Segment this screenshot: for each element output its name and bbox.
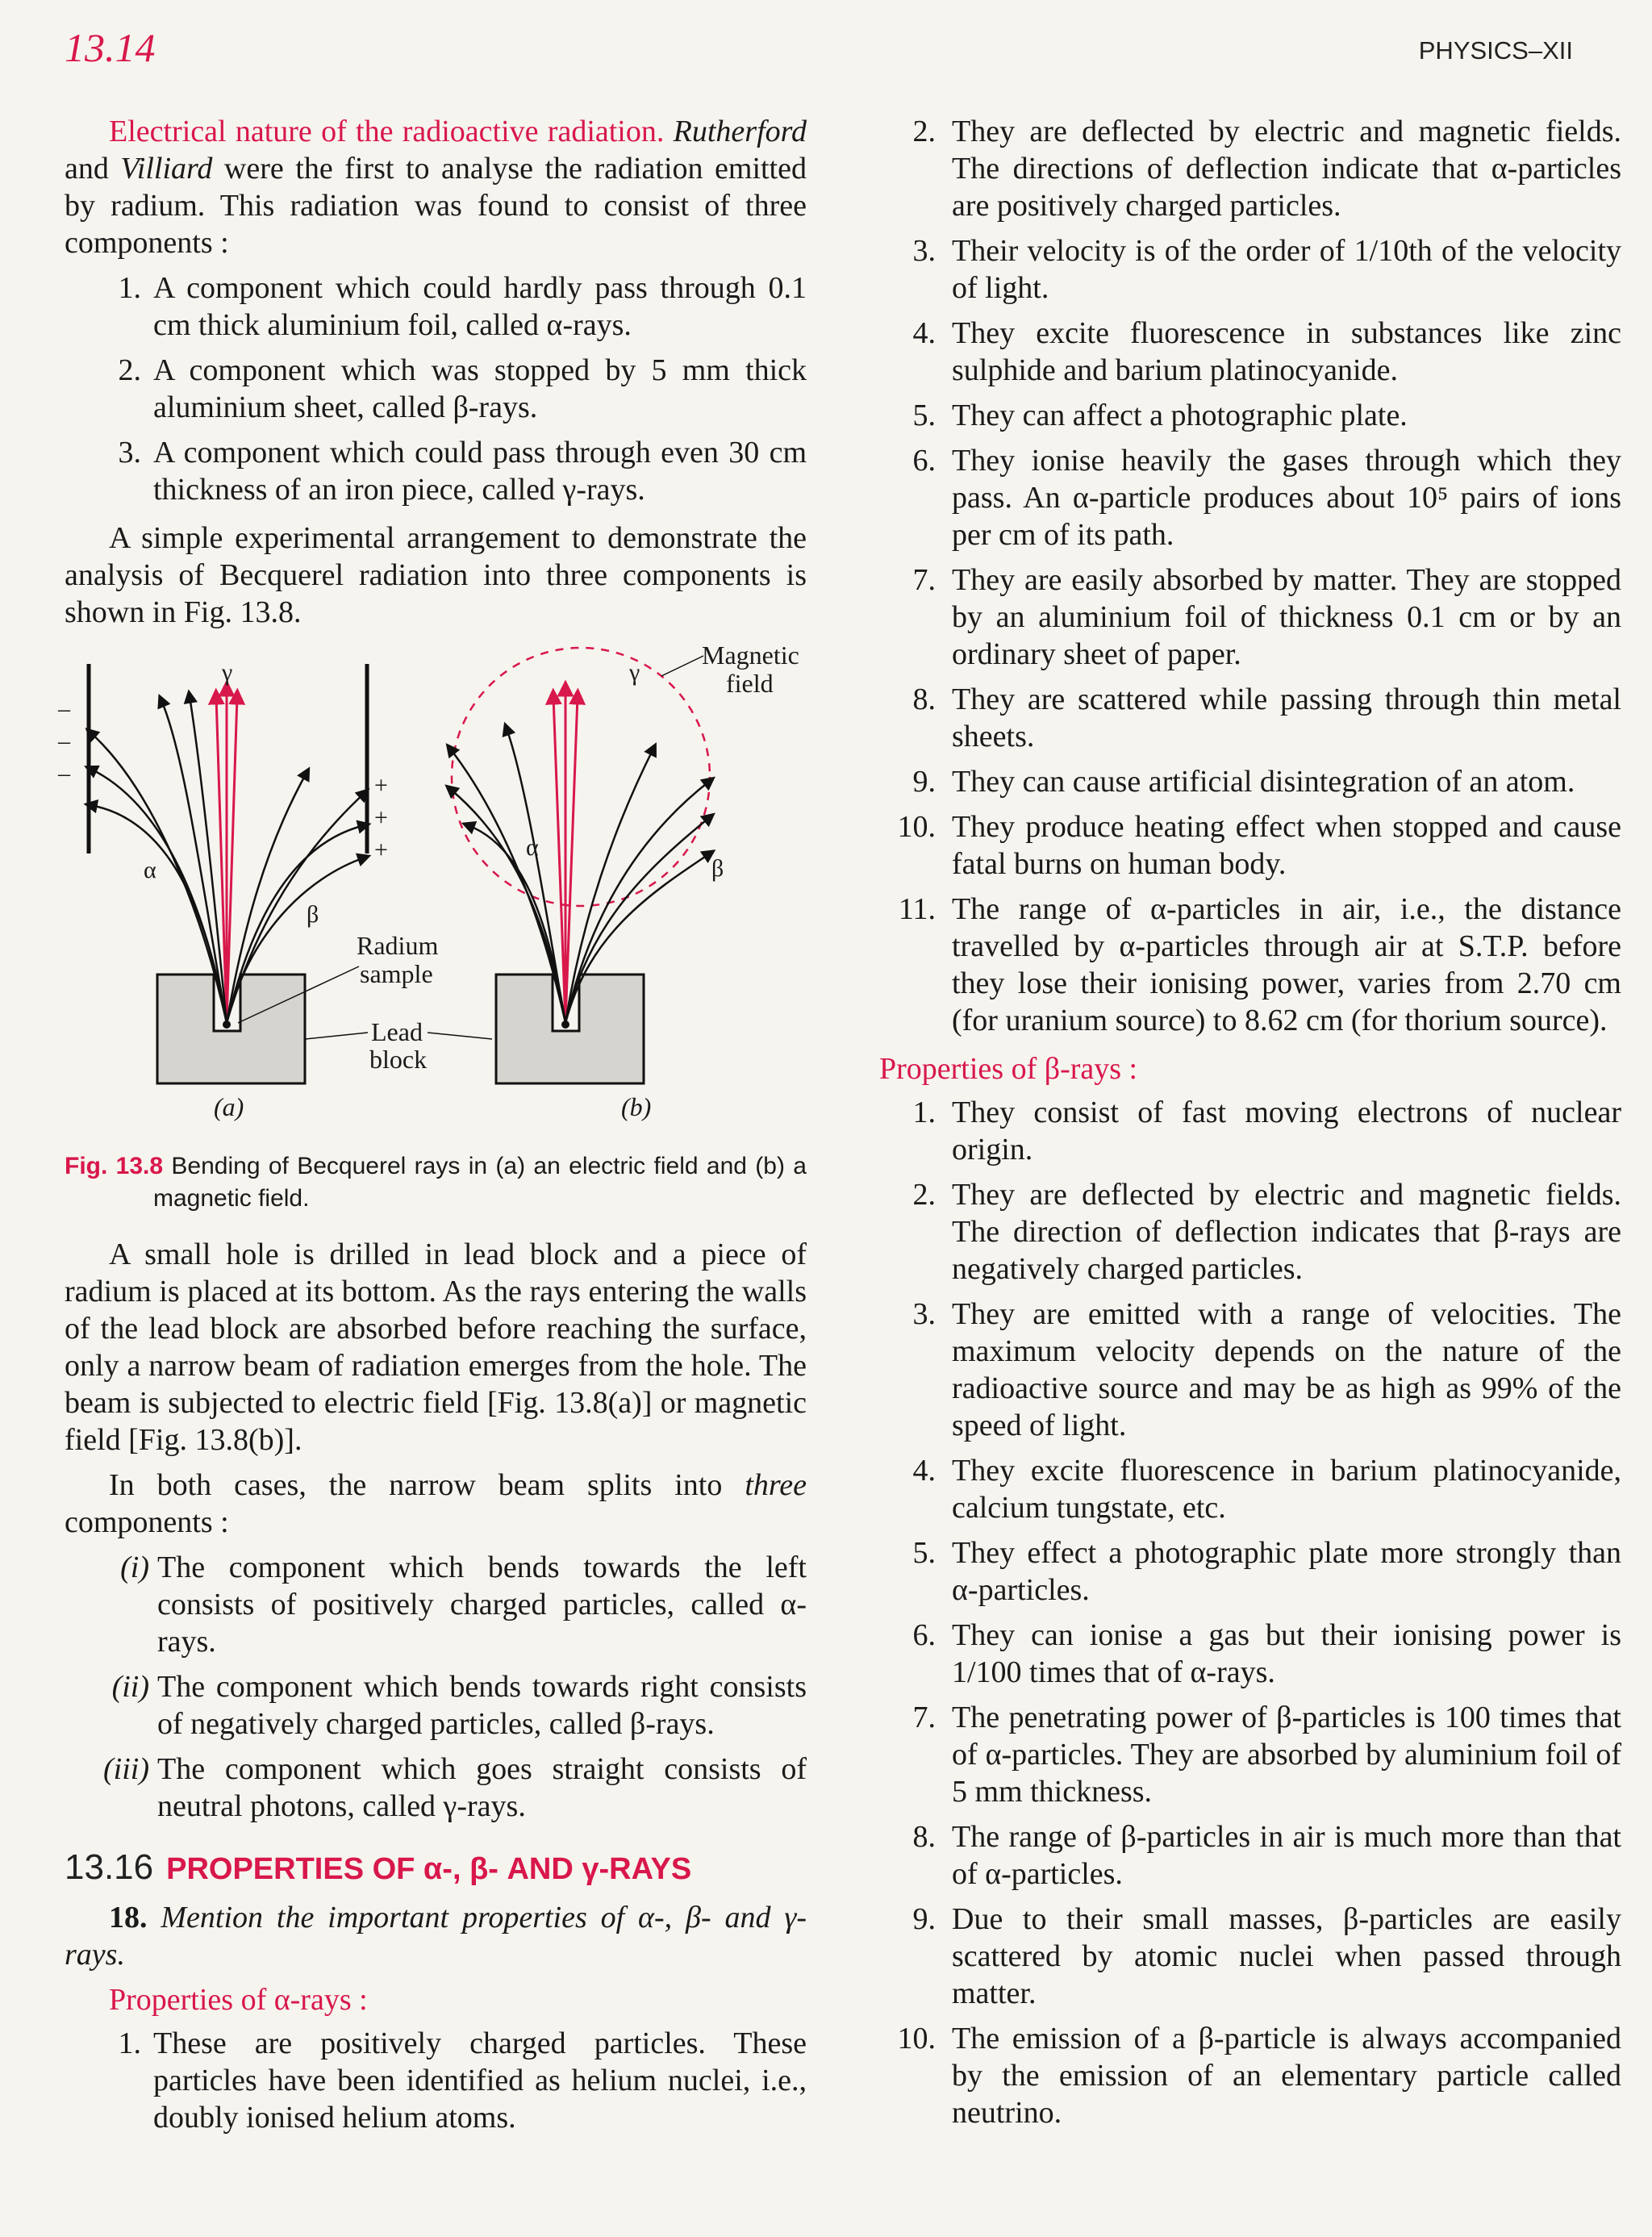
- caption-b: (b): [621, 1092, 652, 1121]
- list-item: [879, 1534, 1621, 1609]
- item-number: 2.: [912, 115, 936, 148]
- lead-label: Lead: [371, 1017, 423, 1046]
- item-text: They are emitted with a range of velocities. The maximum velocity depends on the nature of the radioactive source and may be as high as 99% of the speed of light.: [952, 1297, 1621, 1442]
- item-number: 7.: [912, 563, 936, 597]
- right-column: [879, 113, 1621, 2143]
- item-text: A component which could pass through even 30 cm thickness of an iron piece, called γ-rays.: [153, 436, 807, 507]
- item-number: 10.: [897, 2022, 936, 2055]
- simple-arrangement-paragraph: A simple experimental arrangement to demonstrate the analysis of Becquerel radiation into three components is shown in Fig. 13.8.: [65, 521, 807, 629]
- question-number: 18.: [109, 1901, 148, 1934]
- list-item: [879, 808, 1621, 883]
- alpha-label: α: [144, 857, 156, 883]
- intro-paragraph: [65, 113, 807, 261]
- intro-text: were the first to analyse the radiation emitted by radium. This radiation was found to consist of three components :: [65, 152, 807, 260]
- splits-list: [65, 1549, 807, 1825]
- item-text: They ionise heavily the gases through which they pass. An α-particle produces about 10⁵ pairs of ions per cm of its path.: [952, 444, 1621, 552]
- list-item: [879, 763, 1621, 800]
- gamma-label: γ: [222, 659, 233, 686]
- alpha-properties-list: [879, 113, 1621, 1039]
- item-number: 9.: [912, 1902, 936, 1936]
- question: [65, 1899, 807, 1973]
- magnetic-field-diagram: [450, 641, 799, 1121]
- list-item: [879, 1296, 1621, 1444]
- item-text: They can affect a photographic plate.: [952, 399, 1408, 432]
- list-item: [879, 1176, 1621, 1288]
- item-text: They produce heating effect when stopped and cause fatal burns on human body.: [952, 810, 1621, 881]
- item-text: The range of α-particles in air, i.e., the distance travelled by α-particles through air at S.T.P. before they lose their ionising power, varies from 2.70 cm (for uranium source) to 8.62 cm (for thorium source).: [952, 892, 1621, 1037]
- plus-sign: +: [374, 837, 388, 863]
- item-text: Due to their small masses, β-particles are easily scattered by atomic nuclei when passed through matter.: [952, 1902, 1621, 2010]
- left-column: [58, 113, 807, 2147]
- both-cases-text: In both cases, the narrow beam splits into: [109, 1468, 745, 1502]
- radium-label: Radium: [357, 931, 439, 960]
- minus-sign: –: [58, 695, 70, 722]
- item-number: (ii): [111, 1670, 149, 1704]
- list-item: [65, 1549, 807, 1660]
- list-item: [879, 1617, 1621, 1691]
- item-text: They are scattered while passing through thin metal sheets.: [952, 682, 1621, 753]
- list-item: [879, 397, 1621, 434]
- magnetic-field-region: [452, 648, 710, 906]
- list-item: [879, 315, 1621, 389]
- beta-properties-list: [879, 1094, 1621, 2131]
- both-cases-three: three: [745, 1468, 807, 1502]
- item-number: 1.: [118, 2026, 141, 2060]
- block-label: block: [369, 1045, 428, 1074]
- magnetic-label: Magnetic: [702, 641, 799, 670]
- beta-label: β: [307, 901, 319, 928]
- alpha-label: α: [526, 834, 539, 861]
- item-text: The component which bends towards the left consists of positively charged particles, called α-rays.: [157, 1550, 807, 1659]
- running-header: PHYSICS–XII: [1418, 36, 1573, 65]
- caption-a: (a): [214, 1092, 244, 1121]
- item-number: 9.: [912, 765, 936, 799]
- item-number: 3.: [118, 436, 141, 470]
- name-villiard: Villiard: [120, 152, 213, 186]
- beta-label: β: [711, 855, 724, 882]
- item-number: 2.: [118, 353, 141, 387]
- electric-field-diagram: [57, 659, 492, 1121]
- section-number: 13.16: [65, 1847, 154, 1887]
- both-cases-paragraph: [65, 1467, 807, 1541]
- figure-13-8: [58, 641, 807, 1136]
- lead-block-a: [157, 975, 305, 1083]
- item-text: The range of β-particles in air is much more than that of α-particles.: [952, 1820, 1621, 1891]
- alpha-properties-heading: Properties of α-rays :: [109, 1983, 368, 2017]
- item-text: They are deflected by electric and magnetic fields. The direction of deflection indicates that β-rays are negatively charged particles.: [952, 1178, 1621, 1286]
- plus-sign: +: [374, 772, 388, 799]
- item-text: Their velocity is of the order of 1/10th of the velocity of light.: [952, 234, 1621, 305]
- item-text: The component which goes straight consists of neutral photons, called γ-rays.: [157, 1752, 807, 1823]
- item-number: 8.: [912, 682, 936, 716]
- list-item: [65, 434, 807, 508]
- figure-caption-label: Fig. 13.8: [65, 1153, 164, 1179]
- list-item: [65, 352, 807, 426]
- item-number: 6.: [912, 1618, 936, 1652]
- item-number: 1.: [118, 271, 141, 305]
- item-text: The component which bends towards right consists of negatively charged particles, called β-rays.: [157, 1670, 807, 1741]
- item-text: A component which was stopped by 5 mm thick aluminium sheet, called β-rays.: [153, 353, 807, 424]
- question-text: Mention the important properties of α-, β- and γ-rays.: [65, 1901, 807, 1972]
- field-label: field: [726, 669, 774, 698]
- figure-caption-text: Bending of Becquerel rays in (a) an electric field and (b) a magnetic field.: [153, 1153, 807, 1212]
- minus-sign: –: [58, 728, 70, 754]
- item-number: 6.: [912, 444, 936, 478]
- list-item: [879, 891, 1621, 1039]
- both-cases-end: components :: [65, 1505, 229, 1539]
- section-title: PROPERTIES OF α-, β- AND γ-RAYS: [166, 1852, 692, 1886]
- item-text: The penetrating power of β-particles is 100 times that of α-particles. They are absorbed by aluminium foil of 5 mm thickness.: [952, 1701, 1621, 1809]
- beta-properties-heading: Properties of β-rays :: [879, 1052, 1138, 1086]
- plus-sign: +: [374, 804, 388, 831]
- item-text: They can cause artificial disintegration of an atom.: [952, 765, 1575, 799]
- item-number: 4.: [912, 1454, 936, 1488]
- magnetic-leader: [661, 656, 703, 676]
- item-text: They effect a photographic plate more strongly than α-particles.: [952, 1536, 1621, 1607]
- list-item: [65, 1751, 807, 1825]
- item-number: 3.: [912, 1297, 936, 1331]
- item-number: 3.: [912, 234, 936, 268]
- item-text: They are easily absorbed by matter. They are stopped by an aluminium foil of thickness 0.1 cm or by an ordinary sheet of paper.: [952, 563, 1621, 671]
- list-item: [879, 1452, 1621, 1526]
- list-item: [879, 113, 1621, 224]
- item-text: They consist of fast moving electrons of nuclear origin.: [952, 1096, 1621, 1166]
- item-text: They can ionise a gas but their ionising power is 1/100 times that of α-rays.: [952, 1618, 1621, 1689]
- lead-block-b: [496, 975, 644, 1083]
- gamma-ray: [565, 696, 578, 1023]
- minus-sign: –: [58, 760, 70, 787]
- item-text: They excite fluorescence in substances like zinc sulphide and barium platinocyanide.: [952, 316, 1621, 387]
- item-number: 1.: [912, 1096, 936, 1129]
- item-number: 4.: [912, 316, 936, 350]
- list-item: [65, 1668, 807, 1742]
- sample-label: sample: [360, 959, 433, 988]
- list-item: [879, 232, 1621, 307]
- item-number: (i): [120, 1550, 149, 1584]
- item-number: 5.: [912, 399, 936, 432]
- list-item: [879, 442, 1621, 553]
- list-item: [879, 1901, 1621, 2012]
- item-text: They are deflected by electric and magnetic fields. The directions of deflection indicate that α-particles are positively charged particles.: [952, 115, 1621, 223]
- section-heading: [65, 1849, 807, 1888]
- alpha-properties-list-start: [65, 2025, 807, 2136]
- item-number: 8.: [912, 1820, 936, 1854]
- item-number: 2.: [912, 1178, 936, 1212]
- item-text: The emission of a β-particle is always accompanied by the emission of an elementary particle called neutrino.: [952, 2022, 1621, 2130]
- page-number: 13.14: [65, 25, 156, 70]
- becquerel-diagram: [58, 641, 807, 1136]
- intro-heading: Electrical nature of the radioactive radiation.: [109, 115, 665, 148]
- intro-and: and: [65, 152, 121, 186]
- lead-leader-b: [428, 1033, 492, 1039]
- figure-caption: [65, 1150, 807, 1215]
- item-number: 10.: [897, 810, 936, 844]
- item-text: A component which could hardly pass through 0.1 cm thick aluminium foil, called α-rays.: [153, 271, 807, 342]
- item-number: 5.: [912, 1536, 936, 1570]
- gamma-label: γ: [629, 659, 640, 686]
- item-text: They excite fluorescence in barium platinocyanide, calcium tungstate, etc.: [952, 1454, 1621, 1525]
- item-text: These are positively charged particles. These particles have been identified as helium nuclei, i.e., doubly ionised helium atoms.: [153, 2026, 807, 2135]
- components-list: [65, 269, 807, 508]
- list-item: [879, 2020, 1621, 2131]
- list-item: [879, 561, 1621, 673]
- list-item: [879, 1699, 1621, 1810]
- name-rutherford: Rutherford: [673, 115, 807, 148]
- list-item: [879, 681, 1621, 755]
- list-item: [879, 1094, 1621, 1168]
- lead-block-paragraph: A small hole is drilled in lead block and a piece of radium is placed at its bottom. As the rays entering the walls of the lead block are absorbed before reaching the surface, only a narrow beam of radiation emerges from the hole. The beam is subjected to electric field [Fig. 13.8(a)] or magnetic field [Fig. 13.8(b)].: [65, 1237, 807, 1457]
- lead-leader-a: [305, 1033, 368, 1039]
- list-item: [879, 1818, 1621, 1893]
- list-item: [65, 2025, 807, 2136]
- item-number: 11.: [898, 892, 936, 926]
- item-number: 7.: [912, 1701, 936, 1734]
- item-number: (iii): [103, 1752, 149, 1786]
- list-item: [65, 269, 807, 344]
